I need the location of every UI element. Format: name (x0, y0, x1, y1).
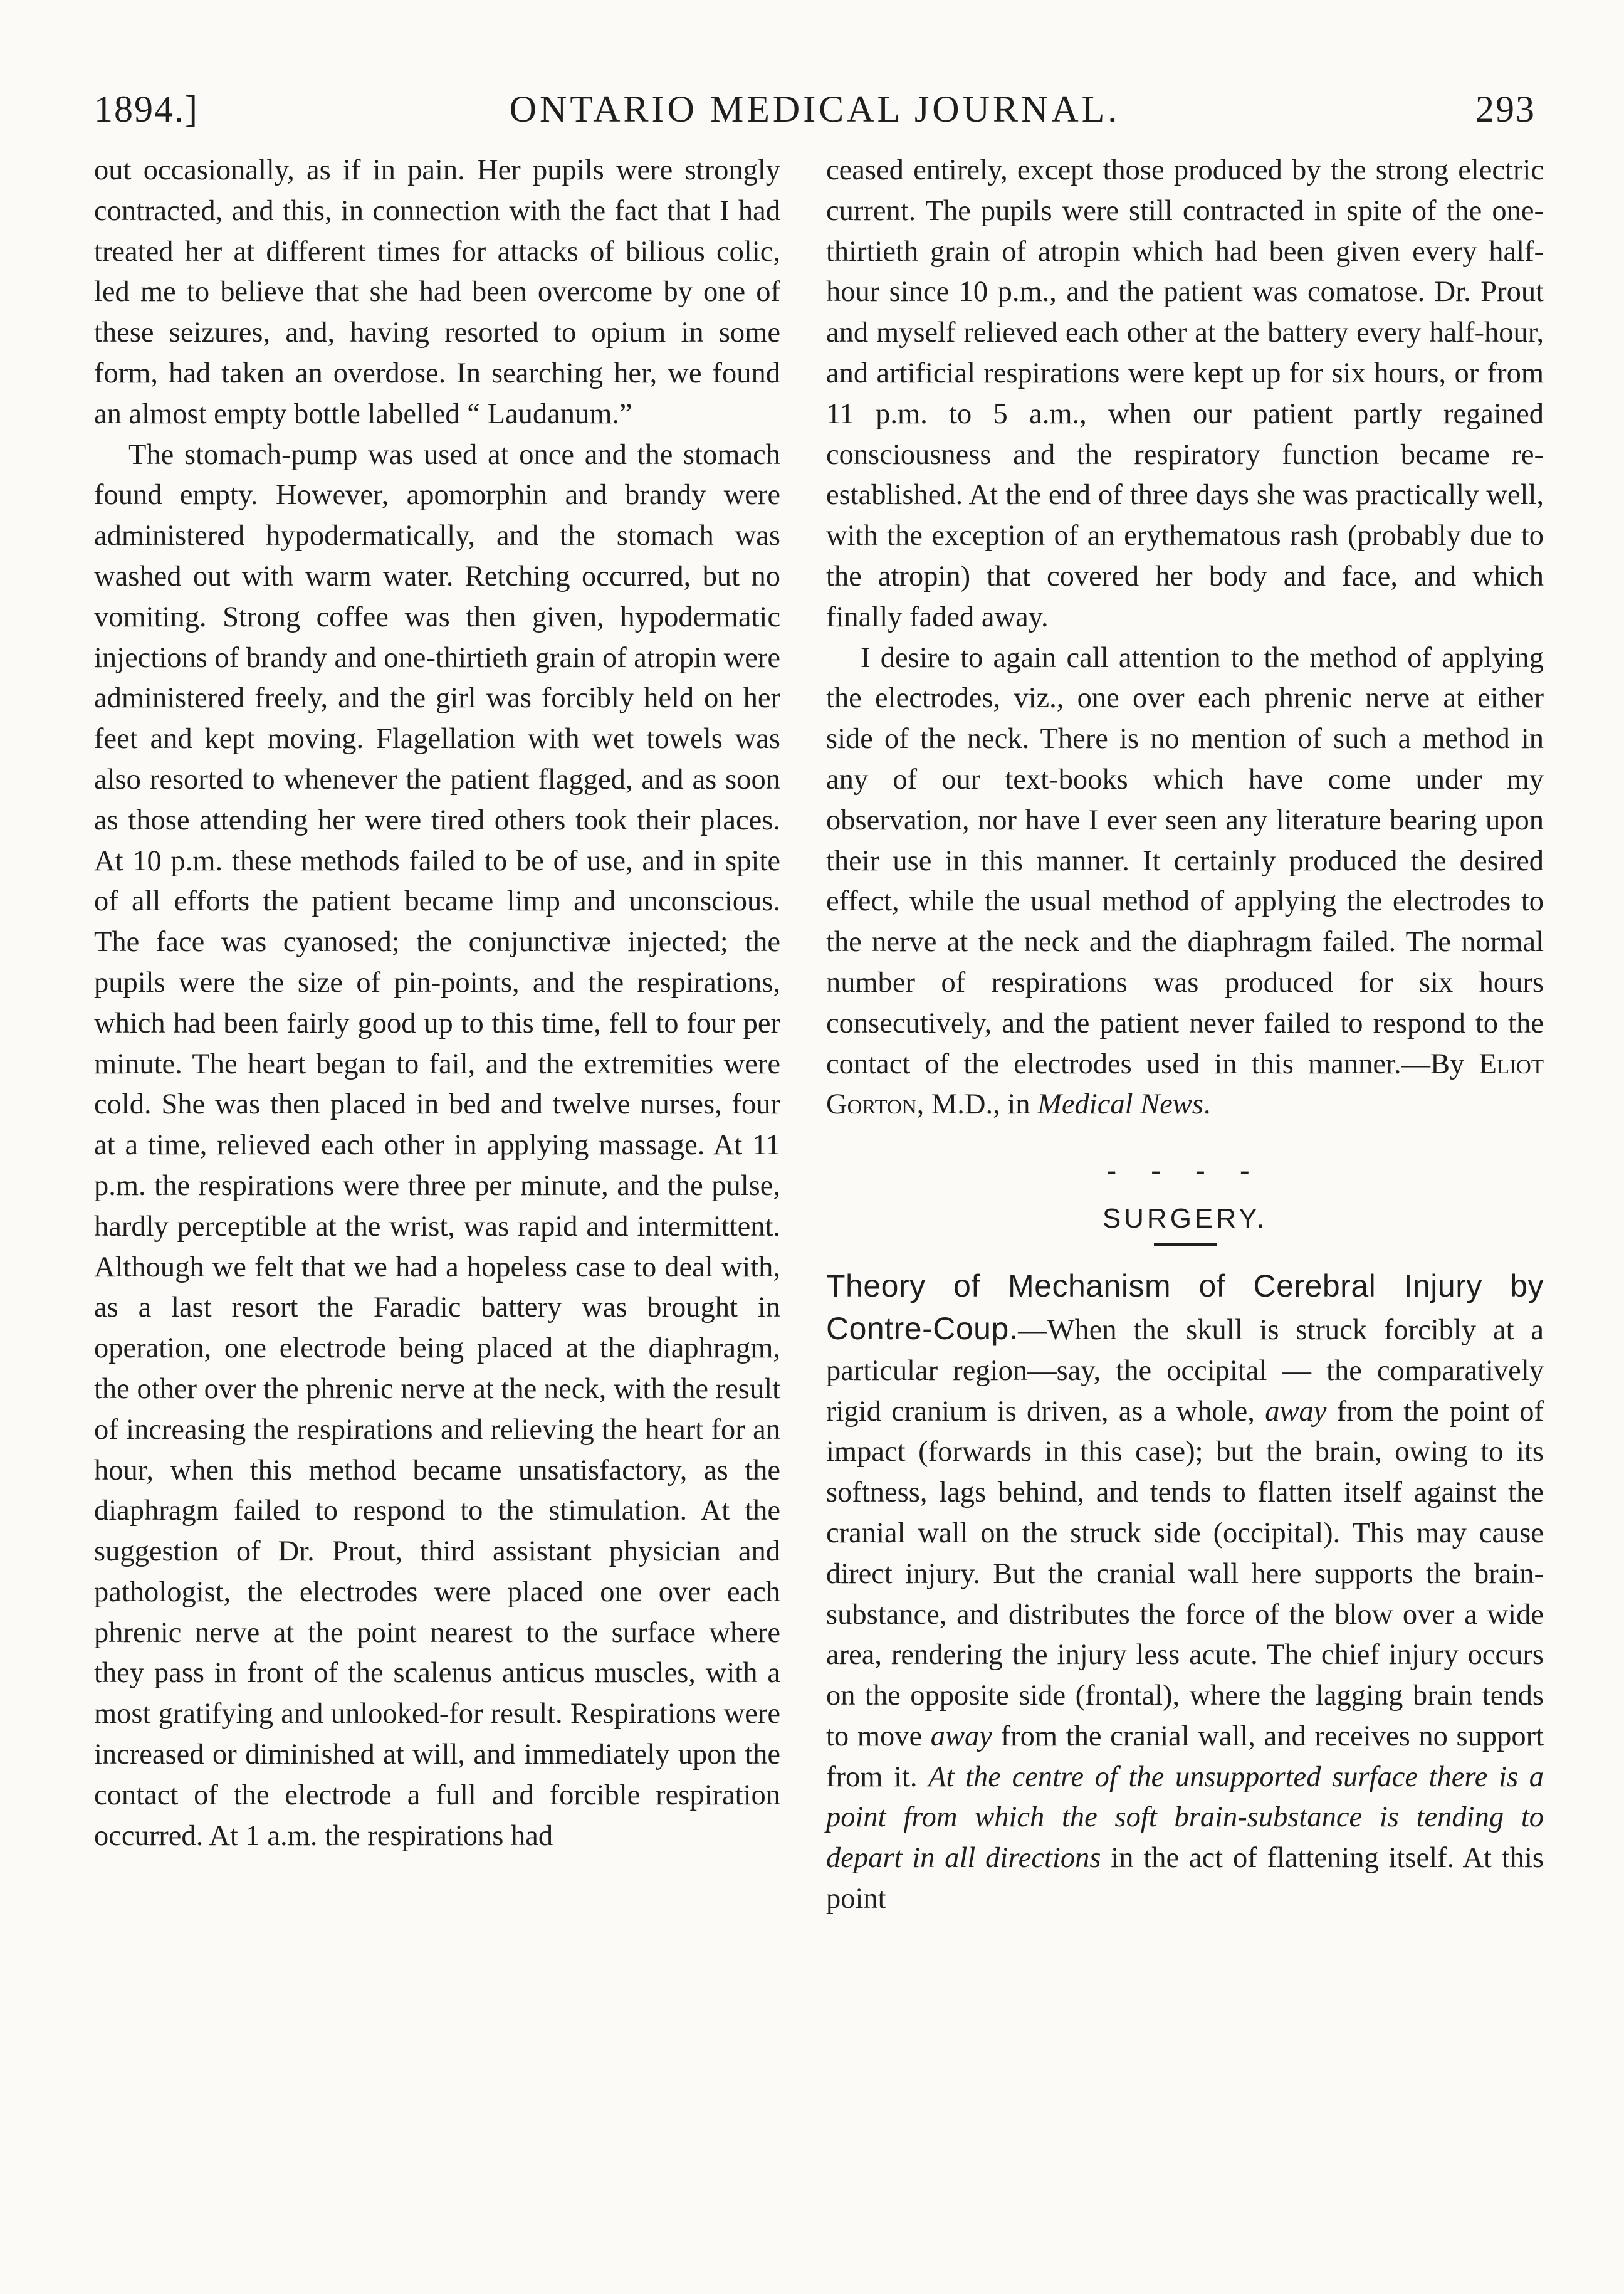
page-number: 293 (1475, 88, 1536, 130)
left-column (94, 150, 780, 1856)
running-header (94, 88, 1536, 144)
emphasis: away (1265, 1395, 1327, 1428)
left-paragraph-2: The stomach-pump was used at once and the stomach found empty. However, apomorphin and brandy were administered hypodermatically, and the stomach was washed out with warm water. Retching occurred, but no vomiting. Strong coffee was then given, hypodermatic injections of brandy and one-thirtieth grain of atropin were administered freely, and the girl was forcibly held on her feet and kept moving. Flagellation with wet towels was also resorted to whenever the patient flagged, and as soon as those attending her were tired others took their places. At 10 p.m. these methods failed to be of use, and in spite of all efforts the patient became limp and unconscious. The face was cyanosed; the conjunctivæ injected; the pupils were the size of pin-points, and the respirations, which had been fairly good up to this time, fell to four per minute. The heart began to fail, and the extremities were cold. She was then placed in bed and twelve nurses, four at a time, relieved each other in applying massage. At 11 p.m. the respirations were three per minute, and the pulse, hardly perceptible at the wrist, was rapid and intermittent. Although we felt that we had a hopeless case to deal with, as a last resort the Faradic battery was brought in operation, one electrode being placed at the diaphragm, the other over the phrenic nerve at the neck, with the result of increasing the respirations and relieving the heart for an hour, when this method became unsatisfactory, as the diaphragm failed to respond to the stimulation. At the suggestion of Dr. Prout, third assistant physician and pathologist, the electrodes were placed one over each phrenic nerve at the point nearest to the surface where they pass in front of the scalenus anticus muscles, with a most gratifying and unlooked-for result. Respirations were increased or diminished at will, and immediately upon the contact of the electrode a full and forcible respiration occurred. At 1 a.m. the respirations had (94, 438, 780, 1852)
journal-title: ONTARIO MEDICAL JOURNAL. (509, 88, 1121, 130)
article-heading: Theory of Mechanism of Cerebral Injury by Contre-Coup. (826, 1268, 1544, 1346)
author-name: Eliot Gorton (826, 1048, 1544, 1121)
article-text: from the point of impact (forwards in this case); but the brain, owing to its softness, lags behind, and tends to flatten itself against the cranial wall on the struck side (occipital). This may cause direct injury. But the cranial wall here supports the brain-substance, and distributes the force of the blow over a wide area, rendering the injury less acute. The chief injury occurs on the opposite side (frontal), where the lagging brain tends to move (826, 1395, 1544, 1752)
section-title: SURGERY. (1102, 1203, 1268, 1234)
paragraph-text: , M.D., in (916, 1088, 1038, 1121)
article-text: in the act of flattening itself. At this point (826, 1842, 1544, 1915)
header-year: 1894.] (94, 88, 199, 130)
right-paragraph-1: ceased entirely, except those produced by the strong electric current. The pupils were still contracted in spite of the one-thirtieth grain of atropin which had been given every half-hour since 10 p.m., and the patient was comatose. Dr. Prout and myself relieved each other at the battery every half-hour, and artificial respirations were kept up for six hours, or from 11 p.m. to 5 a.m., when our patient partly regained consciousness and the respiratory function became re-established. At the end of three days she was practically well, with the exception of an erythematous rash (probably due to the atropin) that covered her body and face, and which finally faded away. (826, 154, 1544, 633)
article-text: —When the skull is struck forcibly at a particular region—say, the occipital — the comparatively rigid cranium is driven, as a whole, (826, 1313, 1544, 1428)
paragraph-text: I desire to again call attention to the method of applying the electrodes, viz., one over each phrenic nerve at either side of the neck. There is no mention of such a method in any of our text-books which have come under my observation, nor have I ever seen any literature bearing upon their use in this manner. It certainly produced the desired effect, while the usual method of applying the electrodes to the nerve at the neck and the diaphragm failed. The normal number of respirations was produced for six hours consecutively, and the patient never failed to respond to the contact of the electrodes used in this manner.—By (826, 641, 1544, 1080)
article-paragraph (826, 1266, 1544, 1920)
right-paragraph-2 (826, 638, 1544, 1126)
section-separator: - - - - (1106, 1154, 1264, 1186)
paragraph-text: . (1203, 1088, 1211, 1121)
right-column (826, 150, 1544, 1920)
left-paragraph-1: out occasionally, as if in pain. Her pupils were strongly contracted, and this, in connection with the fact that I had treated her at different times for attacks of bilious colic, led me to believe that she had been overcome by one of these seizures, and, having resorted to opium in some form, had taken an overdose. In searching her, we found an almost empty bottle labelled “ Laudanum.” (94, 154, 780, 430)
title-rule (1154, 1243, 1217, 1246)
source-title: Medical News (1037, 1088, 1203, 1121)
emphasis: away (930, 1720, 992, 1752)
italic-passage: At the centre of the unsupported surface there is a point from which the soft brain-substance is tending to depart in all directions (826, 1760, 1544, 1875)
article-text: from the cranial wall, and receives no support from it. (826, 1720, 1544, 1793)
